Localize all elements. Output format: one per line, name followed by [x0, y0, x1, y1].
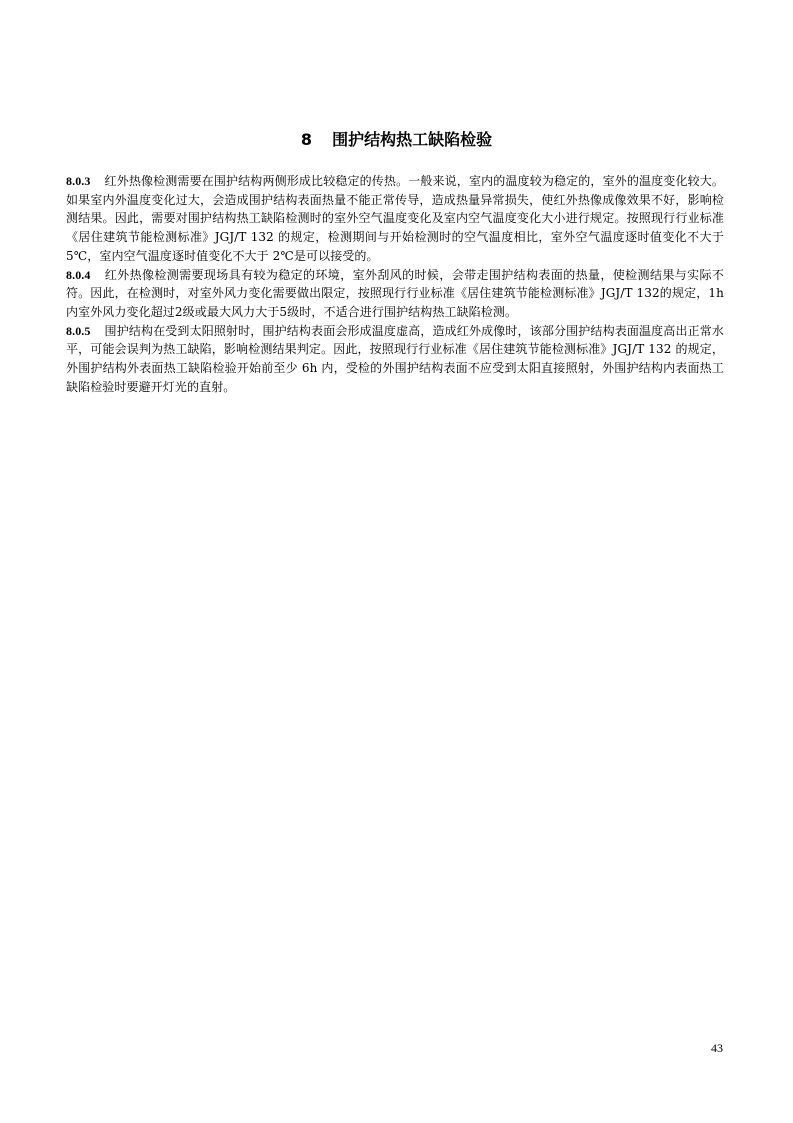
clause-paragraph — [66, 266, 724, 322]
section-title: 围护结构热工缺陷检验 — [332, 130, 493, 149]
clause-text: 围护结构在受到太阳照射时，围护结构表面会形成温度虚高，造成红外成像时，该部分围护结构表面温度高出正常水平，可能会误判为热工缺陷，影响检测结果判定。因此，按照现行行业标准《居住建筑节能检测标准》JGJ/T 132 的规定，外围护结构外表面热工缺陷检验开始前至少 6h 内，受检的外围护结构表面不应受到太阳直接照射，外围护结构内表面热工缺陷检验时要避开灯光的直射。 — [66, 323, 724, 394]
section-body — [66, 172, 724, 396]
clause-paragraph — [66, 322, 724, 397]
clause-text: 红外热像检测需要在围护结构两侧形成比较稳定的传热。一般来说，室内的温度较为稳定的，室外的温度变化较大。如果室内外温度变化过大，会造成围护结构表面热量不能正常传导，造成热量异常损失，使红外热像成像效果不好，影响检测结果。因此，需要对围护结构热工缺陷检测时的室外空气温度变化及室内空气温度变化大小进行规定。按照现行行业标准《居住建筑节能检测标准》JGJ/T 132 的规定，检测期间与开始检测时的空气温度相比，室外空气温度逐时值变化不大于 5℃，室内空气温度逐时值变化不大于 2℃是可以接受的。 — [66, 174, 724, 263]
clause-number: 8.0.5 — [66, 323, 91, 338]
page-number: 43 — [711, 1041, 723, 1055]
clause-number: 8.0.4 — [66, 267, 91, 282]
section-heading — [0, 129, 793, 151]
section-number: 8 — [300, 130, 313, 149]
clause-number: 8.0.3 — [66, 174, 91, 188]
clause-paragraph — [66, 172, 724, 266]
clause-text: 红外热像检测需要现场具有较为稳定的环境，室外刮风的时候，会带走围护结构表面的热量，使检测结果与实际不符。因此，在检测时，对室外风力变化需要做出限定，按照现行行业标准《居住建筑节能检测标准》JGJ/T 132的规定，1h内室外风力变化超过2级或最大风力大于5级时，不适合进行围护结构热工缺陷检测。 — [66, 267, 724, 319]
